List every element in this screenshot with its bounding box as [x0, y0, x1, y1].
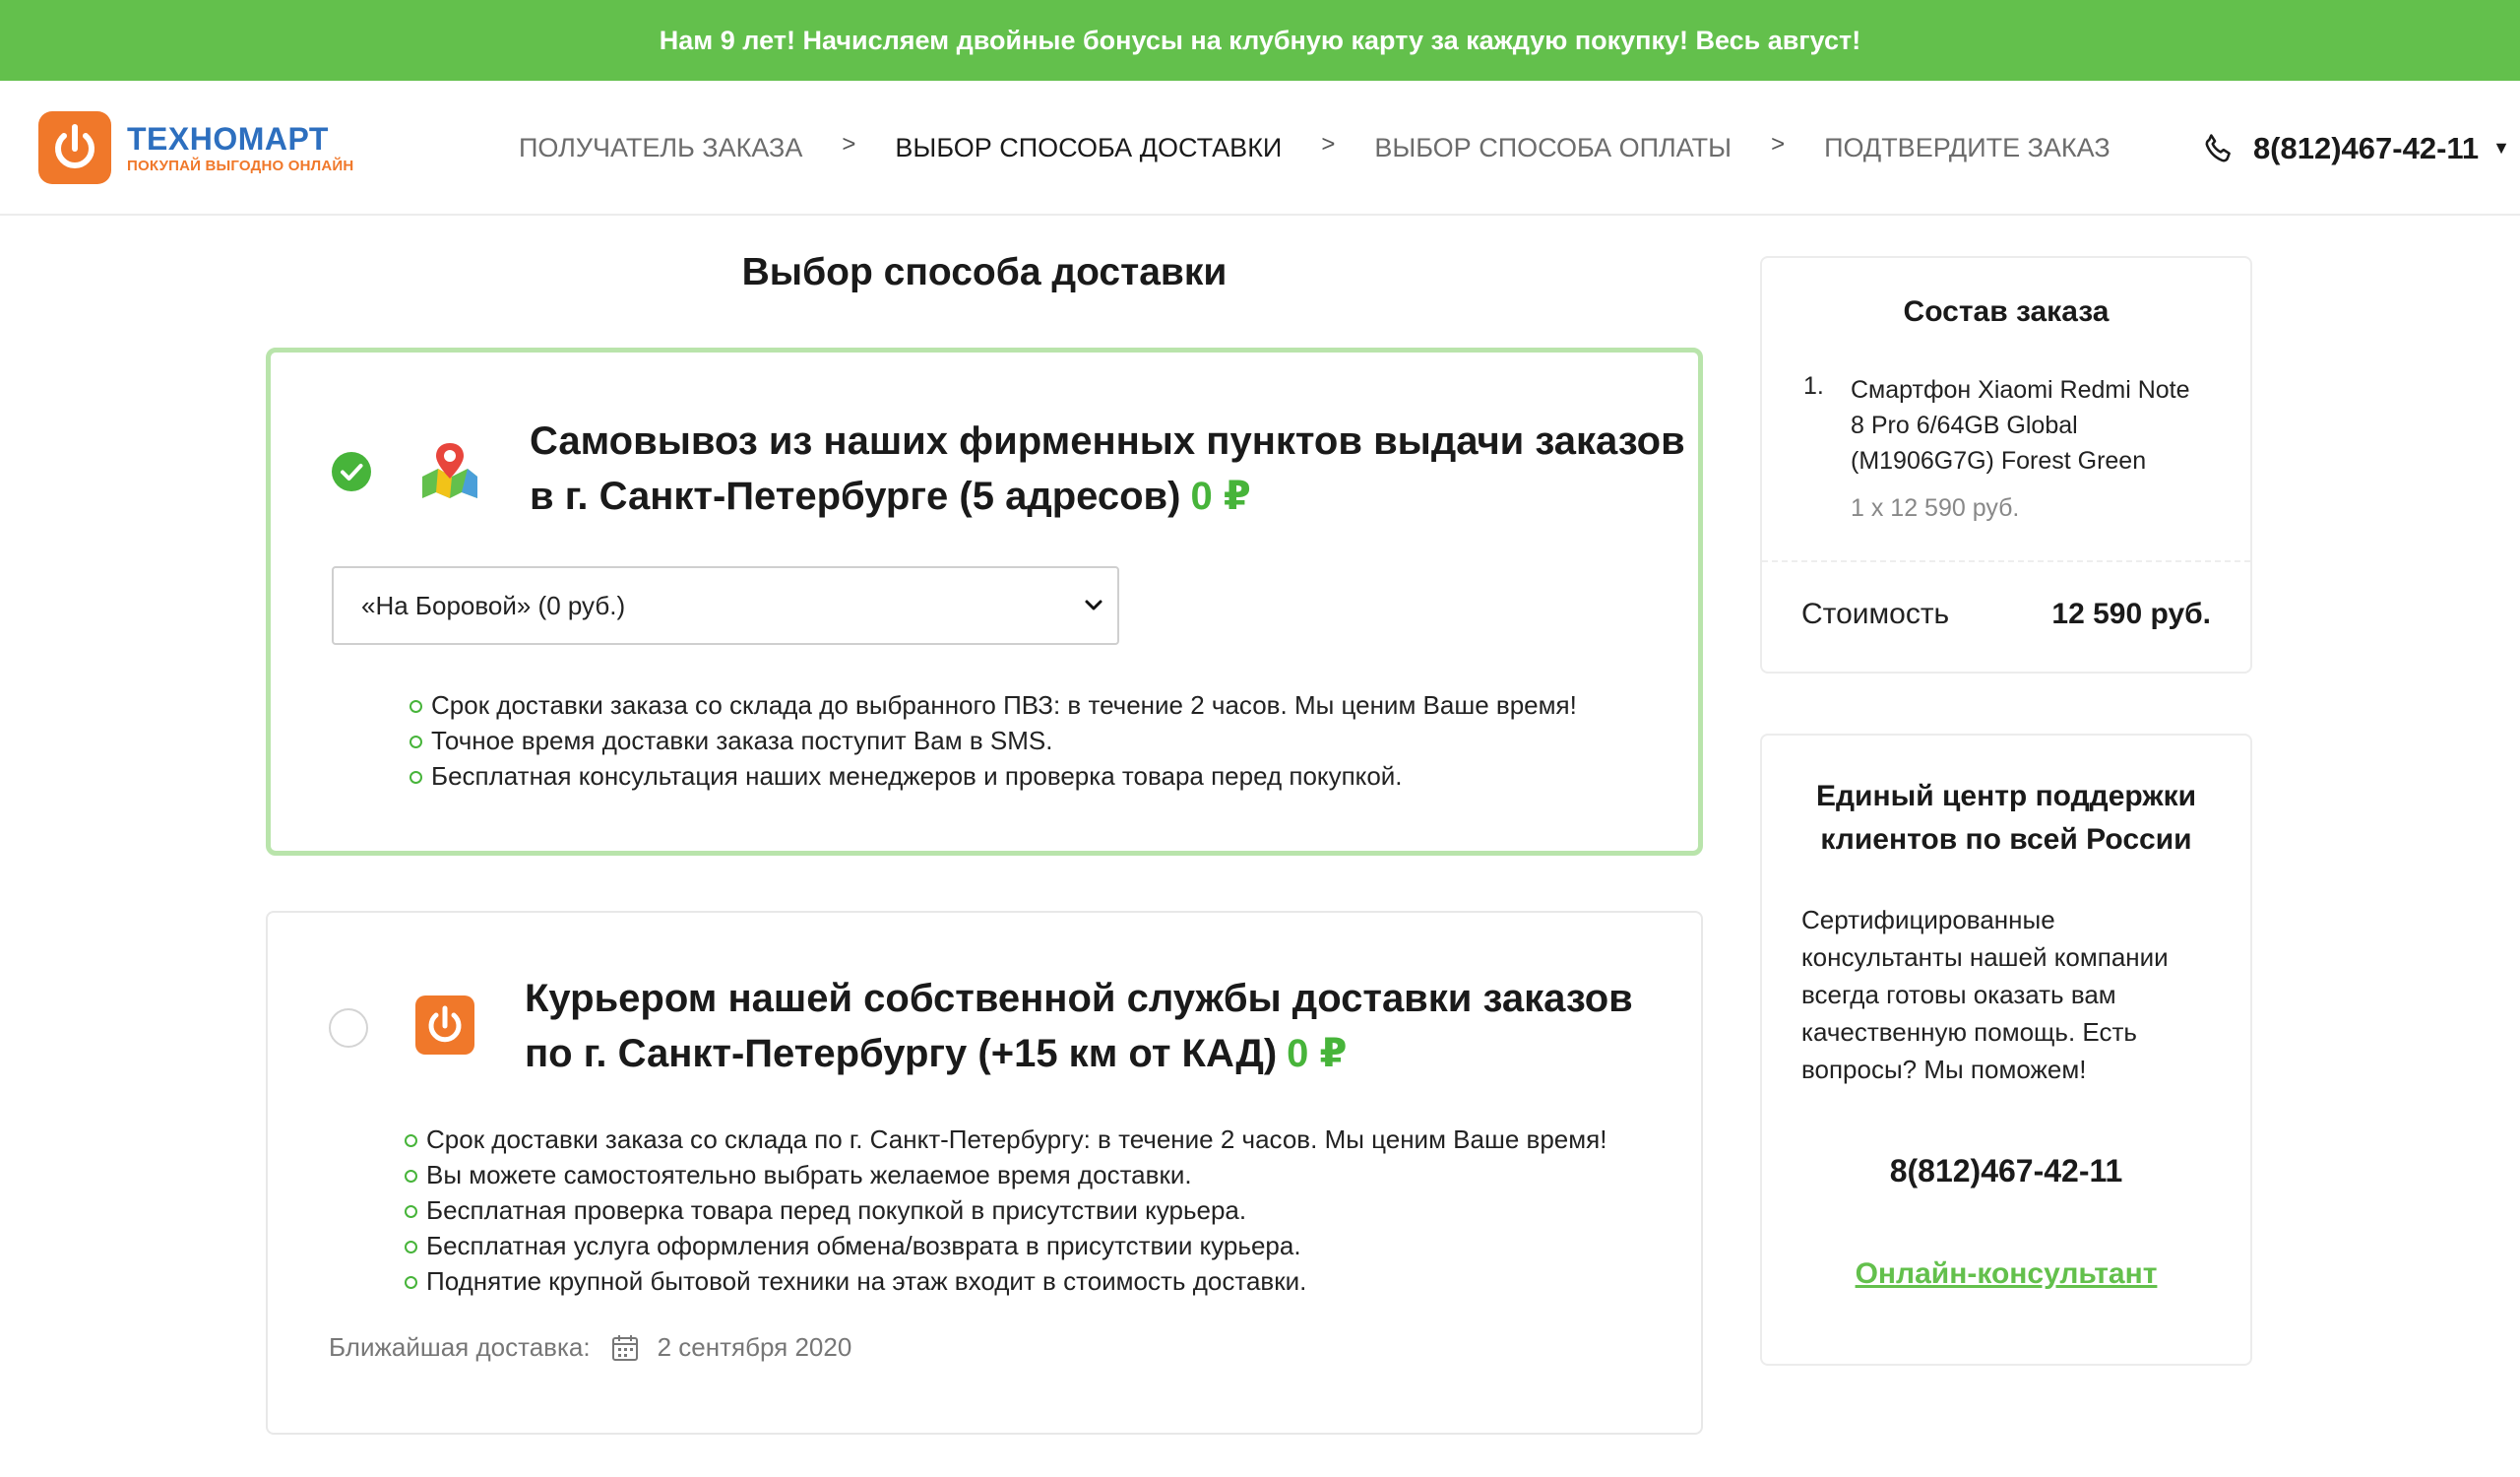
order-total	[1801, 598, 2211, 631]
pickup-point-select-value: «На Боровой» (0 руб.)	[361, 590, 626, 620]
promo-banner	[0, 0, 2520, 81]
logo-slogan: ПОКУПАЙ ВЫГОДНО ОНЛАЙН	[127, 157, 354, 174]
pickup-title-line1: Самовывоз из наших фирменных пунктов выдачи заказов	[530, 419, 1685, 463]
list-item: Срок доставки заказа со склада до выбранного ПВЗ: в течение 2 часов. Мы ценим Ваше время!	[410, 687, 1577, 723]
order-item-name[interactable]: Смартфон Xiaomi Redmi Note 8 Pro 6/64GB Global (M1906G7G) Forest Green	[1851, 376, 2190, 475]
power-logo-icon	[415, 995, 474, 1055]
nearest-delivery-label: Ближайшая доставка:	[329, 1332, 591, 1362]
header-phone[interactable]	[2202, 81, 2510, 216]
delivery-option-courier[interactable]	[266, 911, 1703, 1435]
pickup-features	[410, 687, 1577, 794]
courier-title-line1: Курьером нашей собственной службы доставки заказов	[525, 977, 1633, 1020]
pickup-title	[530, 414, 1685, 524]
checkmark-icon	[332, 452, 371, 491]
chevron-down-icon	[1082, 594, 1105, 617]
online-consultant-link[interactable]: Онлайн-консультант	[1855, 1257, 2158, 1290]
power-logo-icon	[38, 111, 111, 184]
divider	[1762, 560, 2250, 562]
nearest-delivery-date: 2 сентября 2020	[657, 1332, 852, 1362]
header-phone-number: 8(812)467-42-11	[2252, 130, 2480, 165]
delivery-option-pickup[interactable]	[266, 348, 1703, 856]
order-summary	[1760, 256, 2252, 674]
chevron-down-icon: ▼	[2492, 138, 2510, 158]
page-title: Выбор способа доставки	[741, 251, 1228, 293]
pickup-price: 0 ₽	[1190, 475, 1251, 518]
list-item: Вы можете самостоятельно выбрать желаемое время доставки.	[405, 1157, 1606, 1192]
nearest-delivery	[329, 1332, 851, 1363]
step-separator: >	[1321, 130, 1336, 158]
list-item: Бесплатная проверка товара перед покупкой в присутствии курьера.	[405, 1192, 1606, 1228]
pickup-title-line2: в г. Санкт-Петербурге (5 адресов)	[530, 475, 1181, 518]
support-panel	[1760, 734, 2252, 1366]
support-phone[interactable]: 8(812)467-42-11	[1889, 1153, 2123, 1188]
list-item: Поднятие крупной бытовой техники на этаж входит в стоимость доставки.	[405, 1263, 1606, 1299]
courier-title-line2: по г. Санкт-Петербургу (+15 км от КАД)	[525, 1032, 1278, 1075]
order-item-qty: 1 x 12 590 руб.	[1851, 494, 2020, 522]
step-separator: >	[1771, 130, 1786, 158]
map-pin-icon	[416, 437, 483, 504]
list-item: Точное время доставки заказа поступит Вам в SMS.	[410, 723, 1577, 758]
step-payment[interactable]: ВЫБОР СПОСОБА ОПЛАТЫ	[1374, 133, 1732, 162]
list-item: Срок доставки заказа со склада по г. Санкт-Петербургу: в течение 2 часов. Мы ценим Ваше время!	[405, 1122, 1606, 1157]
calendar-icon	[610, 1333, 640, 1363]
order-item	[1803, 372, 2205, 526]
courier-radio[interactable]	[329, 1008, 368, 1048]
checkout-steps	[519, 81, 2110, 216]
site-header	[0, 81, 2520, 216]
order-summary-title: Состав заказа	[1903, 295, 2110, 328]
support-title: Единый центр поддержки клиентов по всей России	[1815, 780, 2197, 856]
order-item-number: 1.	[1803, 372, 1824, 400]
courier-title	[525, 971, 1633, 1081]
promo-text: Нам 9 лет! Начисляем двойные бонусы на клубную карту за каждую покупку! Весь август!	[659, 25, 1861, 55]
pickup-radio[interactable]	[332, 452, 371, 491]
courier-features	[405, 1122, 1606, 1299]
step-recipient[interactable]: ПОЛУЧАТЕЛЬ ЗАКАЗА	[519, 133, 803, 162]
step-confirm[interactable]: ПОДТВЕРДИТЕ ЗАКАЗ	[1824, 133, 2110, 162]
order-total-label: Стоимость	[1801, 598, 1950, 630]
list-item: Бесплатная консультация наших менеджеров и проверка товара перед покупкой.	[410, 758, 1577, 794]
logo[interactable]	[38, 111, 353, 184]
logo-name: ТЕХНОМАРТ	[127, 120, 329, 157]
pickup-point-select[interactable]	[332, 566, 1119, 645]
support-text: Сертифицированные консультанты нашей компании всегда готовы оказать вам качественную помощь. Есть вопросы? Мы поможем!	[1801, 905, 2169, 1084]
phone-icon	[2202, 132, 2236, 165]
order-total-value: 12 590 руб.	[2051, 598, 2211, 630]
courier-price: 0 ₽	[1287, 1032, 1348, 1075]
step-delivery[interactable]: ВЫБОР СПОСОБА ДОСТАВКИ	[895, 133, 1283, 162]
step-separator: >	[842, 130, 856, 158]
list-item: Бесплатная услуга оформления обмена/возврата в присутствии курьера.	[405, 1228, 1606, 1263]
